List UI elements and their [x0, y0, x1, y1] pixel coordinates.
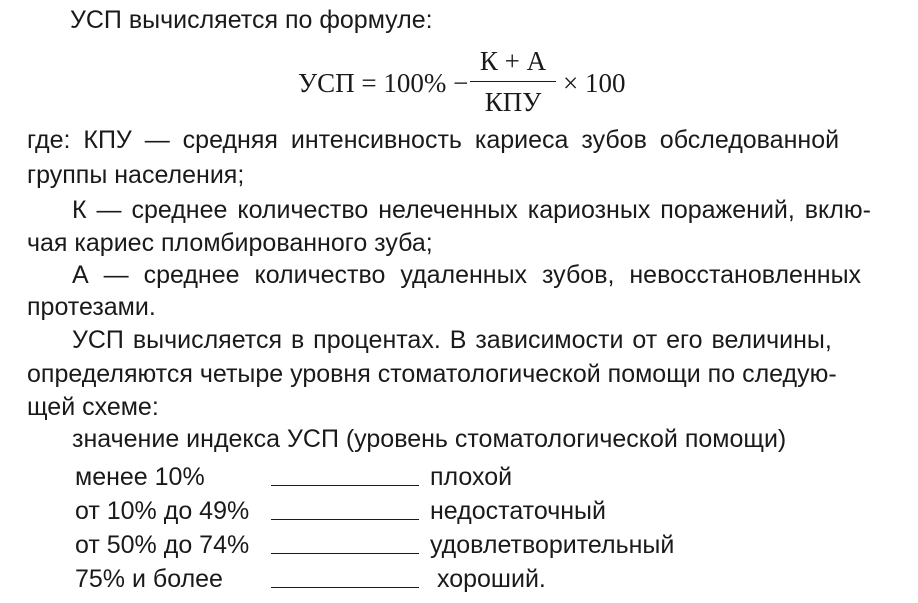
paragraph-line2: определяются четыре уровня стоматологической помощи по следую- — [27, 360, 837, 388]
level-dash-line — [271, 553, 419, 554]
paragraph-line1: УСП вычисляется в процентах. В зависимости от его величины, — [72, 326, 832, 354]
level-range: менее 10% — [75, 463, 205, 491]
level-row — [75, 565, 695, 595]
level-dash-line — [271, 485, 419, 486]
level-row — [75, 531, 695, 561]
level-row — [75, 463, 695, 493]
k-definition-line1: К — среднее количество нелеченных кариозных поражений, вклю- — [72, 196, 871, 224]
level-name: плохой — [430, 463, 513, 491]
level-row — [75, 497, 695, 527]
formula-rhs: × 100 — [563, 68, 626, 98]
kpu-definition-line1 — [27, 128, 889, 153]
level-dash-line — [271, 519, 419, 520]
level-range: от 10% до 49% — [75, 497, 250, 525]
level-name: хороший. — [437, 565, 546, 593]
kpu-definition-justified: где: КПУ — средняя интенсивность кариеса зубов обследованной — [27, 126, 840, 154]
level-range: 75% и более — [75, 565, 223, 593]
intro-text: УСП вычисляется по формуле: — [70, 6, 433, 34]
a-definition-line2: протезами. — [27, 293, 156, 321]
a-definition-line1: А — среднее количество удаленных зубов, невосстановленных — [72, 261, 862, 289]
fraction-bar — [470, 81, 556, 82]
level-range: от 50% до 74% — [75, 531, 250, 559]
k-definition-line2: чая кариес пломбированного зуба; — [27, 229, 433, 257]
level-name: недостаточный — [430, 497, 606, 525]
kpu-definition-line2: группы населения; — [27, 161, 245, 189]
formula-numerator: К + А — [479, 46, 547, 76]
level-name: удовлетворительный — [430, 531, 675, 559]
formula-denominator: КПУ — [484, 87, 542, 117]
paragraph-line3: щей схеме: — [27, 393, 159, 421]
formula-fraction — [468, 45, 558, 118]
formula-lhs: УСП = 100% − — [298, 68, 469, 98]
level-dash-line — [271, 587, 419, 588]
scheme-header: значение индекса УСП (уровень стоматологической помощи) — [72, 425, 787, 453]
